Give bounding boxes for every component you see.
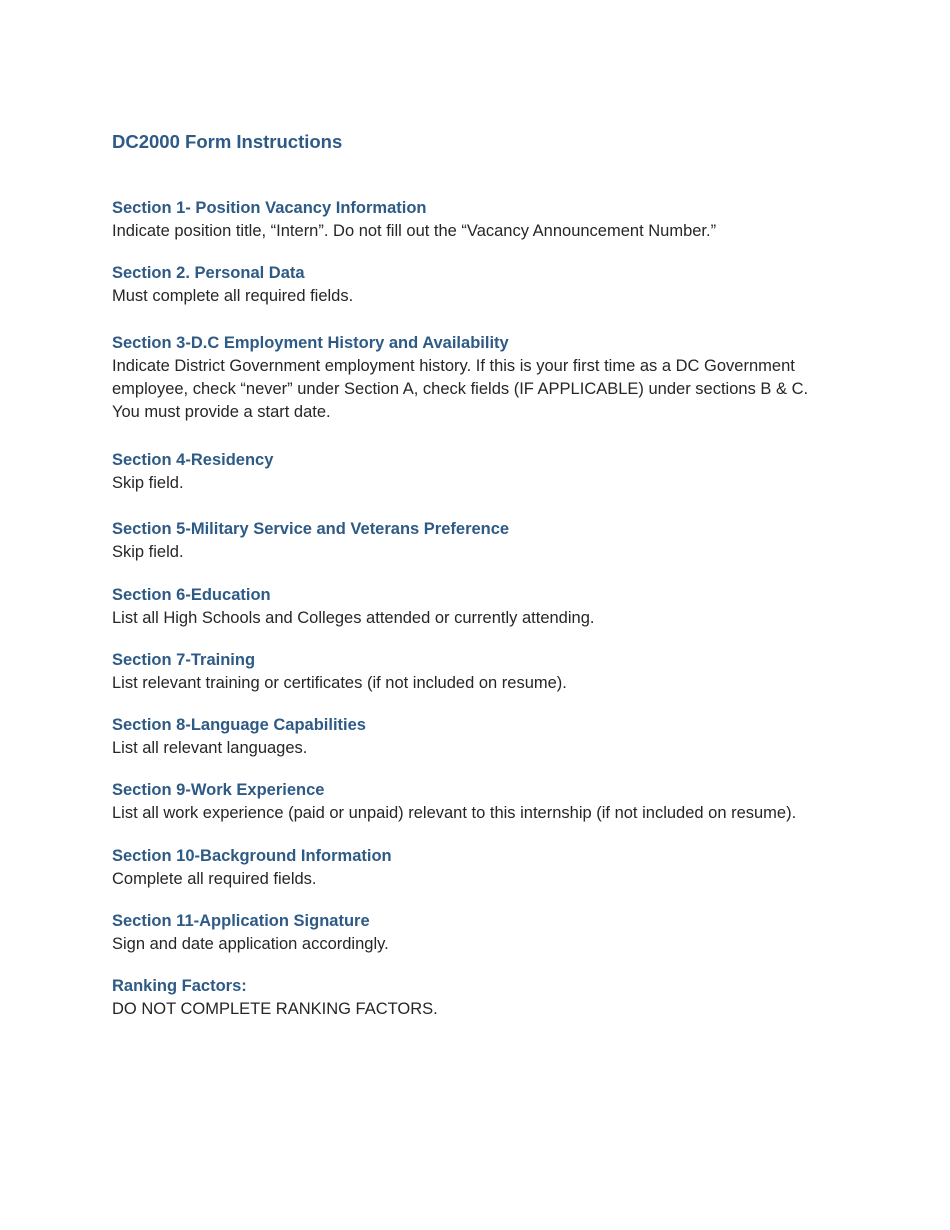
section-11	[112, 910, 852, 956]
section-body: Indicate position title, “Intern”. Do not fill out the “Vacancy Announcement Number.”	[112, 222, 717, 240]
document-title: DC2000 Form Instructions	[112, 131, 343, 152]
section-6	[112, 584, 852, 630]
section-heading: Section 2. Personal Data	[112, 264, 305, 282]
section-heading: Section 7-Training	[112, 651, 256, 669]
section-body: Complete all required fields.	[112, 870, 317, 888]
section-body: List all work experience (paid or unpaid) relevant to this internship (if not included on resume).	[112, 804, 797, 822]
section-heading: Ranking Factors:	[112, 977, 247, 995]
section-body-line: You must provide a start date.	[112, 403, 331, 421]
section-body: List all relevant languages.	[112, 739, 308, 757]
section-4	[112, 449, 852, 495]
section-heading: Section 11-Application Signature	[112, 912, 370, 930]
section-body: Sign and date application accordingly.	[112, 935, 389, 953]
section-heading: Section 10-Background Information	[112, 847, 392, 865]
section-heading: Section 3-D.C Employment History and Availability	[112, 334, 509, 352]
section-10	[112, 845, 852, 891]
section-body: List relevant training or certificates (if not included on resume).	[112, 674, 567, 692]
section-body: Skip field.	[112, 474, 184, 492]
section-body-line: employee, check “never” under Section A, check fields (IF APPLICABLE) under sections B & C.	[112, 380, 809, 398]
section-8	[112, 714, 852, 760]
section-heading: Section 6-Education	[112, 586, 271, 604]
section-5	[112, 518, 852, 564]
section-heading: Section 8-Language Capabilities	[112, 716, 366, 734]
section-9	[112, 779, 852, 825]
section-heading: Section 9-Work Experience	[112, 781, 325, 799]
section-7	[112, 649, 852, 695]
section-1	[112, 197, 852, 243]
section-body: Must complete all required fields.	[112, 287, 354, 305]
section-body: DO NOT COMPLETE RANKING FACTORS.	[112, 1000, 438, 1018]
section-heading: Section 5-Military Service and Veterans Preference	[112, 520, 510, 538]
section-body-line: Indicate District Government employment history. If this is your first time as a DC Government	[112, 357, 795, 375]
section-body: Skip field.	[112, 543, 184, 561]
section-heading: Section 1- Position Vacancy Information	[112, 199, 427, 217]
section-3	[112, 332, 852, 424]
section-heading: Section 4-Residency	[112, 451, 274, 469]
section-body: List all High Schools and Colleges attended or currently attending.	[112, 609, 595, 627]
section-2	[112, 262, 852, 308]
section-ranking-factors	[112, 975, 852, 1021]
